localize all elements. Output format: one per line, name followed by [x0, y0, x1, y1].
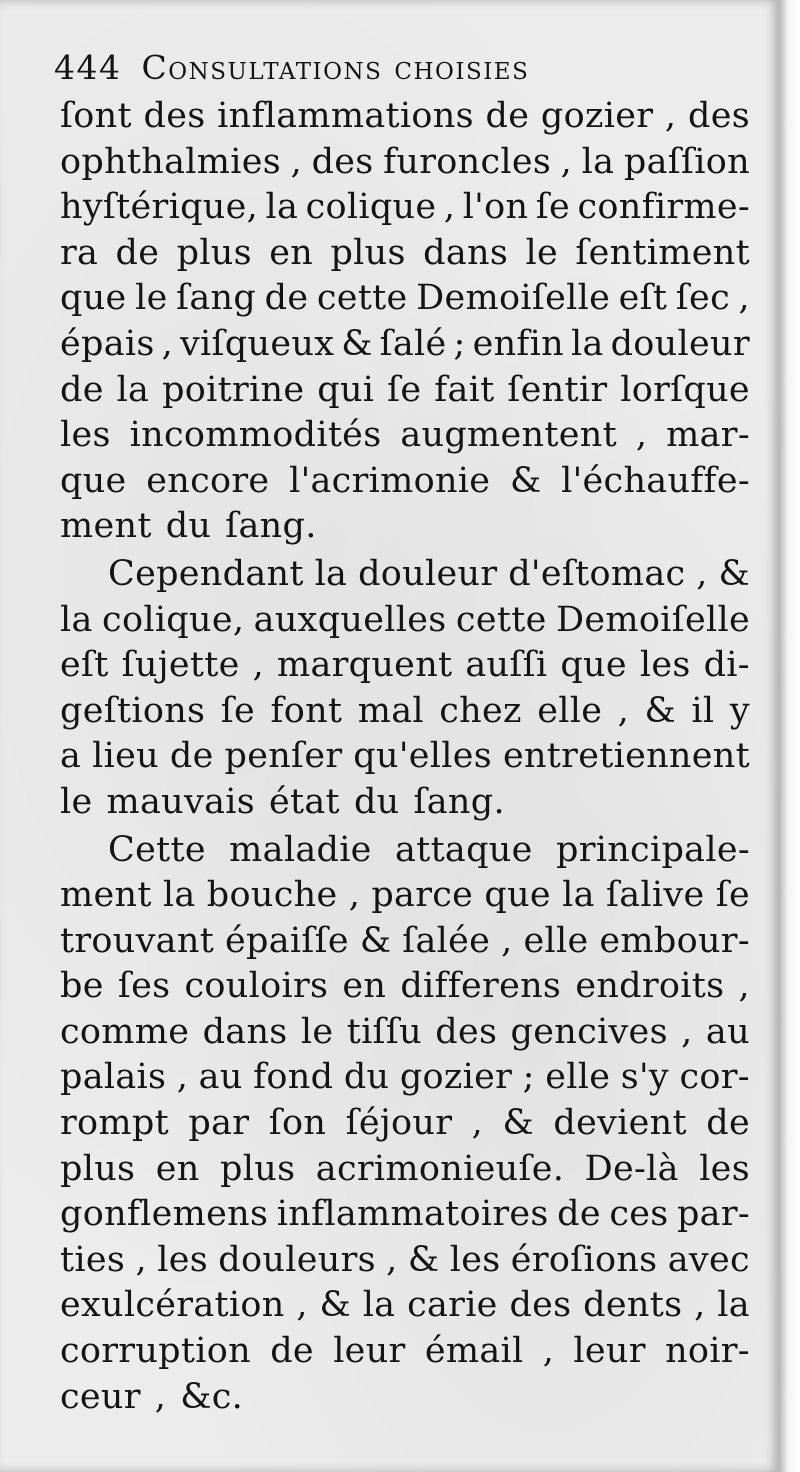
- text-line: plus en plus acrimonieuſe. De-là les: [60, 1148, 750, 1189]
- text-line: épais , viſqueux & ſalé ; enfin la douleur: [60, 323, 750, 364]
- text-line: ties , les douleurs , & les éroſions avec: [60, 1239, 750, 1280]
- text-line: de la poitrine qui ſe fait ſentir lorſque: [60, 369, 750, 410]
- paragraph: [60, 552, 750, 826]
- text-line: comme dans le tiſſu des gencives , au: [60, 1011, 750, 1052]
- text-line: ſont des inflammations de gozier , des: [60, 96, 750, 136]
- running-header: [54, 48, 750, 94]
- paragraph: [60, 828, 750, 1421]
- paragraph: [60, 94, 750, 550]
- text-line: gonflemens inflammatoires de ces par-: [60, 1194, 750, 1235]
- text-line: geſtions ſe font mal chez elle , & il y: [60, 690, 750, 731]
- text-line: ment la bouche , parce que la ſalive ſe: [60, 875, 750, 916]
- text-line: le mauvais état du ſang.: [60, 781, 505, 822]
- body-text: [60, 94, 750, 1420]
- text-line: ceur , &c.: [60, 1376, 244, 1417]
- text-line: que le ſang de cette Demoiſelle eſt ſec ,: [60, 278, 750, 319]
- text-line: a lieu de penſer qu'elles entretiennent: [60, 736, 750, 777]
- text-line: corruption de leur émail , leur noir-: [60, 1331, 750, 1372]
- page-edge: [780, 0, 800, 1472]
- text-line: hyſtérique, la colique , l'on ſe confirme-: [60, 187, 750, 228]
- text-line: rompt par ſon ſéjour , & devient de: [60, 1103, 750, 1144]
- text-line: ophthalmies , des furoncles , la paſſion: [60, 141, 750, 182]
- text-line: eſt ſujette , marquent auſſi que les di-: [60, 645, 750, 686]
- running-title: Consultations choisies: [141, 48, 530, 87]
- text-line: que encore l'acrimonie & l'échauffe-: [60, 460, 750, 501]
- text-line: ment du ſang.: [60, 506, 317, 547]
- page-number: 444: [54, 48, 122, 87]
- text-line: palais , au fond du gozier ; elle s'y cor-: [60, 1057, 750, 1098]
- text-line: exulcération , & la carie des dents , la: [60, 1285, 750, 1326]
- text-line: Cependant la douleur d'eſtomac , &: [108, 553, 750, 594]
- text-line: be ſes couloirs en differens endroits ,: [60, 966, 750, 1007]
- text-line: les incommodités augmentent , mar-: [60, 415, 750, 456]
- text-line: trouvant épaiſſe & ſalée , elle embour-: [60, 920, 750, 961]
- text-line: Cette maladie attaque principale-: [108, 829, 750, 870]
- text-line: la colique, auxquelles cette Demoiſelle: [60, 599, 750, 640]
- page-text: [54, 48, 750, 1420]
- text-line: ra de plus en plus dans le ſentiment: [60, 232, 750, 273]
